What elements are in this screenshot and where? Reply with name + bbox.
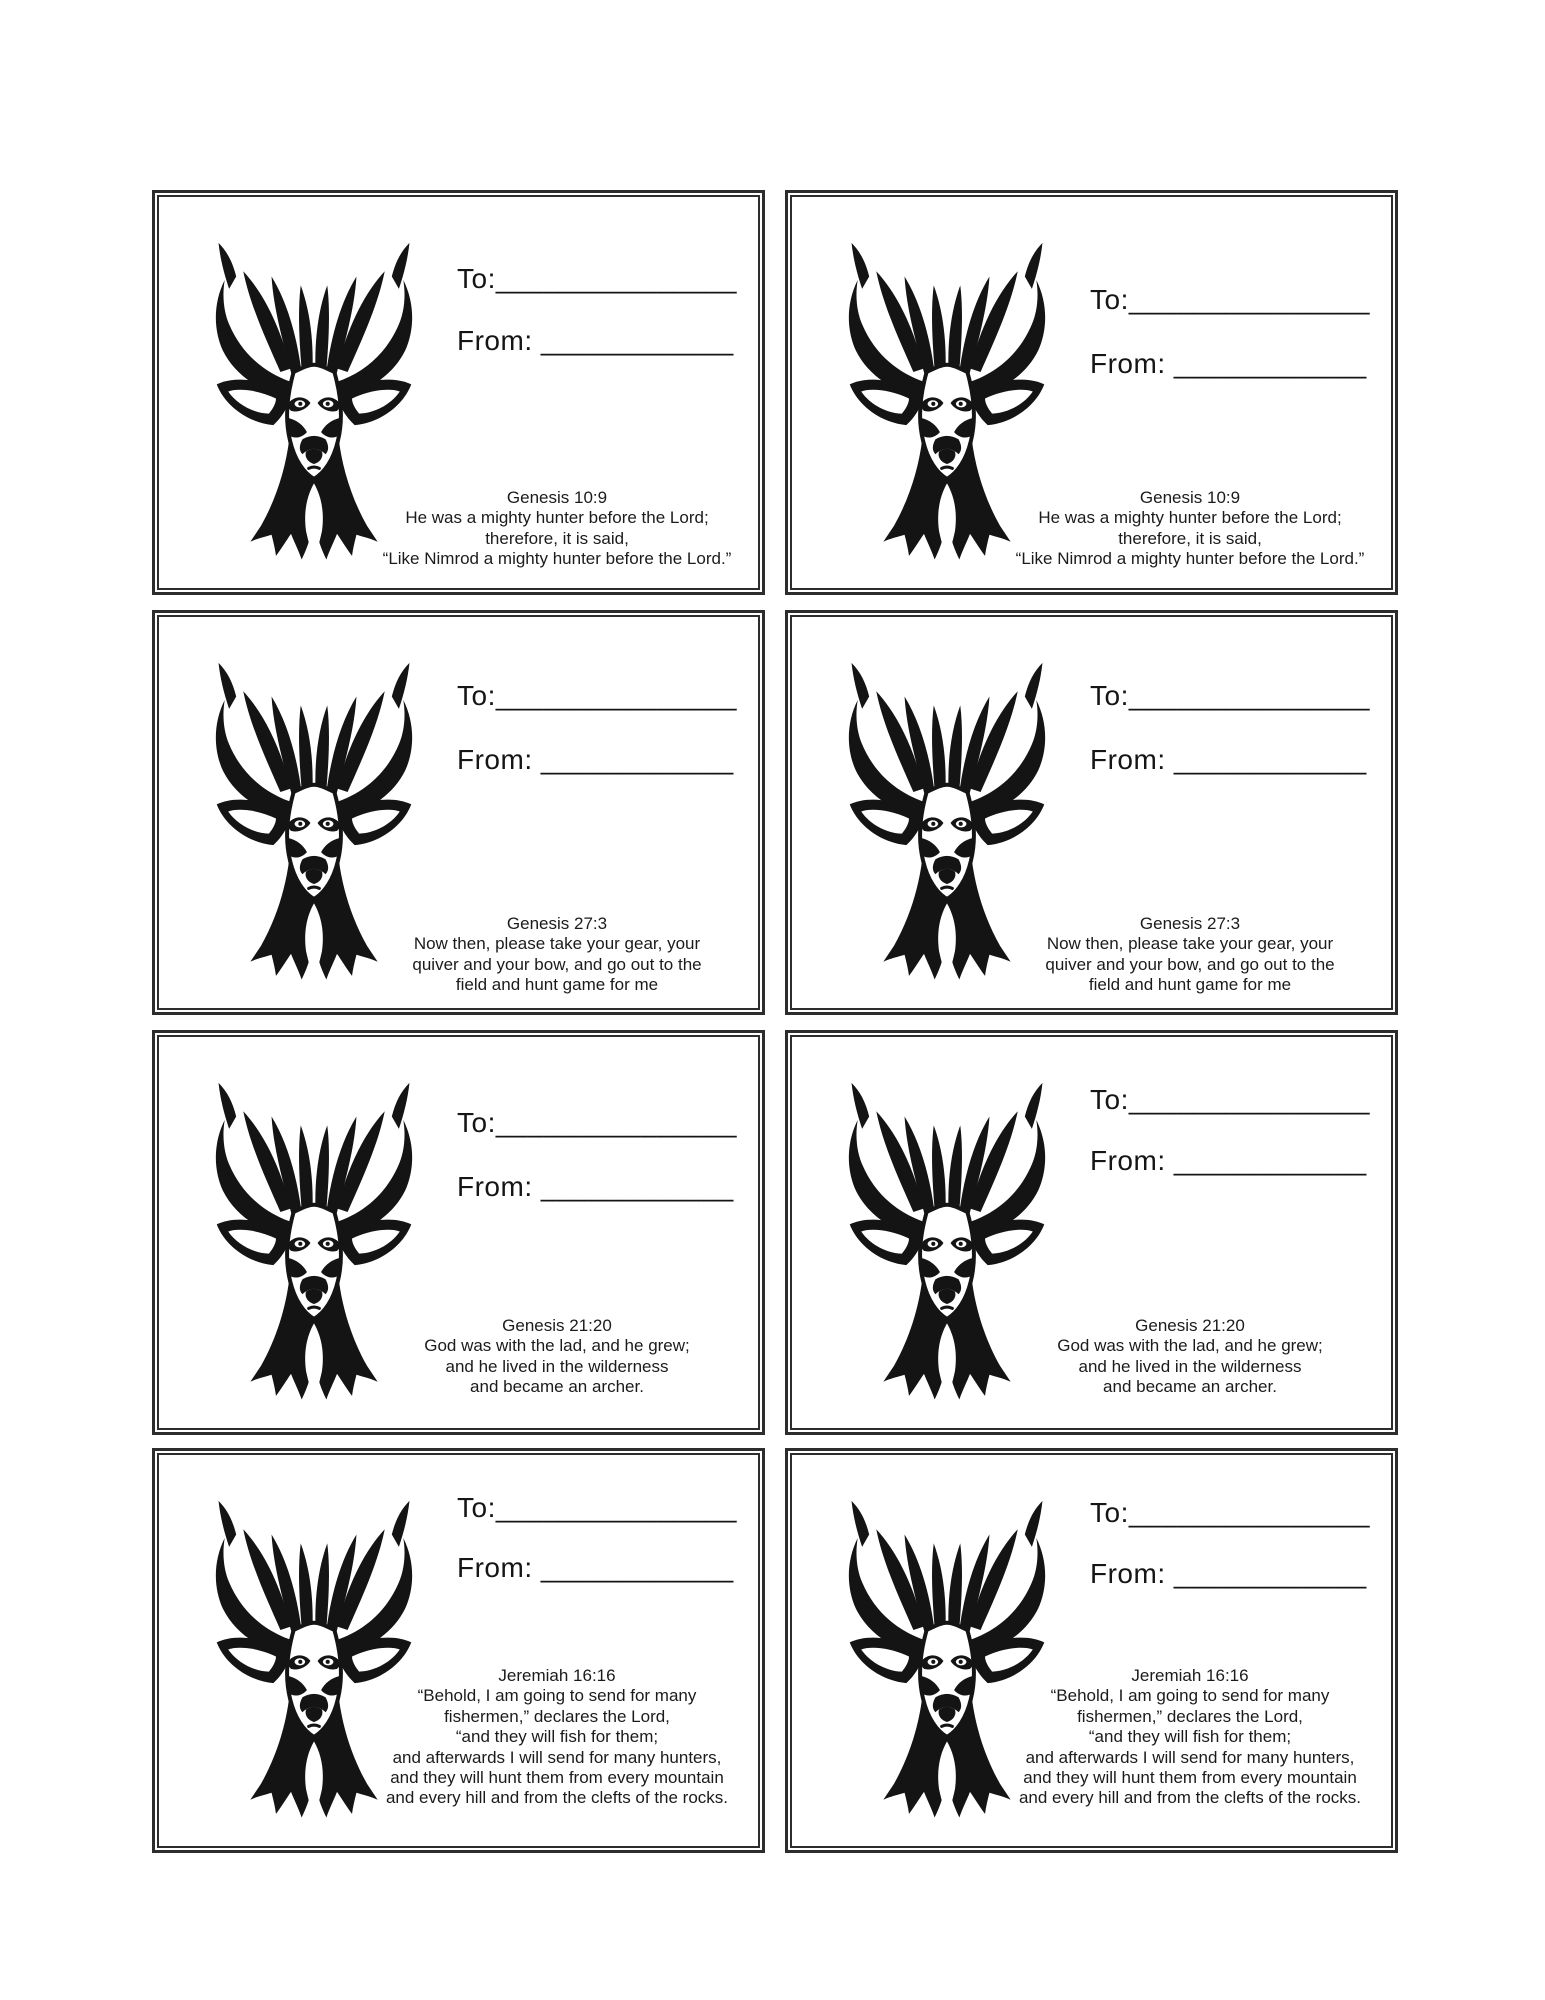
verse-line: quiver and your bow, and go out to the xyxy=(1045,954,1335,974)
from-field: From: ____________ xyxy=(1090,1145,1367,1176)
verse-line: fishermen,” declares the Lord, xyxy=(1077,1706,1303,1726)
verse-reference: Jeremiah 16:16 xyxy=(1131,1666,1249,1685)
verse-line: field and hunt game for me xyxy=(1088,975,1292,995)
gift-tag-card xyxy=(152,610,765,1015)
verse-line: “Like Nimrod a mighty hunter before the Lord.” xyxy=(382,549,732,569)
gift-tag-card xyxy=(785,190,1398,595)
verse-line: and afterwards I will send for many hunters, xyxy=(1025,1747,1355,1767)
verse-line: fishermen,” declares the Lord, xyxy=(444,1706,670,1726)
verse-block xyxy=(978,488,1402,570)
verse-line: “and they will fish for them; xyxy=(455,1727,659,1747)
from-field: From: ____________ xyxy=(1090,1558,1367,1589)
verse-block xyxy=(978,1316,1402,1398)
verse-reference: Genesis 27:3 xyxy=(1139,914,1241,933)
verse-line: and he lived in the wilderness xyxy=(445,1356,669,1376)
from-field: From: ____________ xyxy=(1090,744,1367,775)
verse-line: quiver and your bow, and go out to the xyxy=(412,954,702,974)
verse-block xyxy=(978,1666,1402,1809)
to-field: To:_______________ xyxy=(457,680,737,711)
verse-line: and became an archer. xyxy=(470,1377,644,1397)
verse-line: and they will hunt them from every mountain xyxy=(1023,1767,1357,1787)
from-field: From: ____________ xyxy=(1090,348,1367,379)
gift-tag-card xyxy=(785,610,1398,1015)
verse-reference: Genesis 21:20 xyxy=(1135,1316,1245,1335)
verse-block xyxy=(345,488,769,570)
verse-line: and afterwards I will send for many hunters, xyxy=(392,1747,722,1767)
gift-tag-card xyxy=(152,1448,765,1853)
verse-line: “Like Nimrod a mighty hunter before the Lord.” xyxy=(1015,549,1365,569)
to-field: To:_______________ xyxy=(457,1107,737,1138)
verse-reference: Jeremiah 16:16 xyxy=(498,1666,616,1685)
verse-line: field and hunt game for me xyxy=(455,975,659,995)
verse-block xyxy=(978,914,1402,996)
from-field: From: ____________ xyxy=(457,744,734,775)
verse-block xyxy=(345,914,769,996)
verse-line: “and they will fish for them; xyxy=(1088,1727,1292,1747)
verse-reference: Genesis 10:9 xyxy=(1139,488,1241,507)
verse-block xyxy=(345,1316,769,1398)
verse-line: and every hill and from the clefts of the rocks. xyxy=(385,1788,729,1808)
gift-tag-card xyxy=(785,1448,1398,1853)
to-field: To:_______________ xyxy=(457,1492,737,1523)
verse-line: and every hill and from the clefts of the rocks. xyxy=(1018,1788,1362,1808)
verse-line: He was a mighty hunter before the Lord; xyxy=(405,508,709,528)
to-field: To:_______________ xyxy=(1090,680,1370,711)
verse-line: “Behold, I am going to send for many xyxy=(417,1686,697,1706)
to-field: To:_______________ xyxy=(457,263,737,294)
from-field: From: ____________ xyxy=(457,1171,734,1202)
gift-tag-card xyxy=(785,1030,1398,1435)
verse-line: He was a mighty hunter before the Lord; xyxy=(1038,508,1342,528)
verse-reference: Genesis 27:3 xyxy=(506,914,608,933)
verse-line: and became an archer. xyxy=(1103,1377,1277,1397)
gift-tag-card xyxy=(152,1030,765,1435)
gift-tag-card xyxy=(152,190,765,595)
verse-line: God was with the lad, and he grew; xyxy=(1057,1336,1323,1356)
verse-line: and he lived in the wilderness xyxy=(1078,1356,1302,1376)
verse-line: Now then, please take your gear, your xyxy=(1046,934,1334,954)
verse-line: God was with the lad, and he grew; xyxy=(424,1336,690,1356)
to-field: To:_______________ xyxy=(1090,284,1370,315)
verse-line: Now then, please take your gear, your xyxy=(413,934,701,954)
verse-block xyxy=(345,1666,769,1809)
verse-line: therefore, it is said, xyxy=(1118,528,1262,548)
to-field: To:_______________ xyxy=(1090,1084,1370,1115)
verse-reference: Genesis 21:20 xyxy=(502,1316,612,1335)
from-field: From: ____________ xyxy=(457,325,734,356)
to-field: To:_______________ xyxy=(1090,1497,1370,1528)
verse-line: therefore, it is said, xyxy=(485,528,629,548)
from-field: From: ____________ xyxy=(457,1552,734,1583)
verse-line: “Behold, I am going to send for many xyxy=(1050,1686,1330,1706)
verse-line: and they will hunt them from every mountain xyxy=(390,1767,724,1787)
verse-reference: Genesis 10:9 xyxy=(506,488,608,507)
